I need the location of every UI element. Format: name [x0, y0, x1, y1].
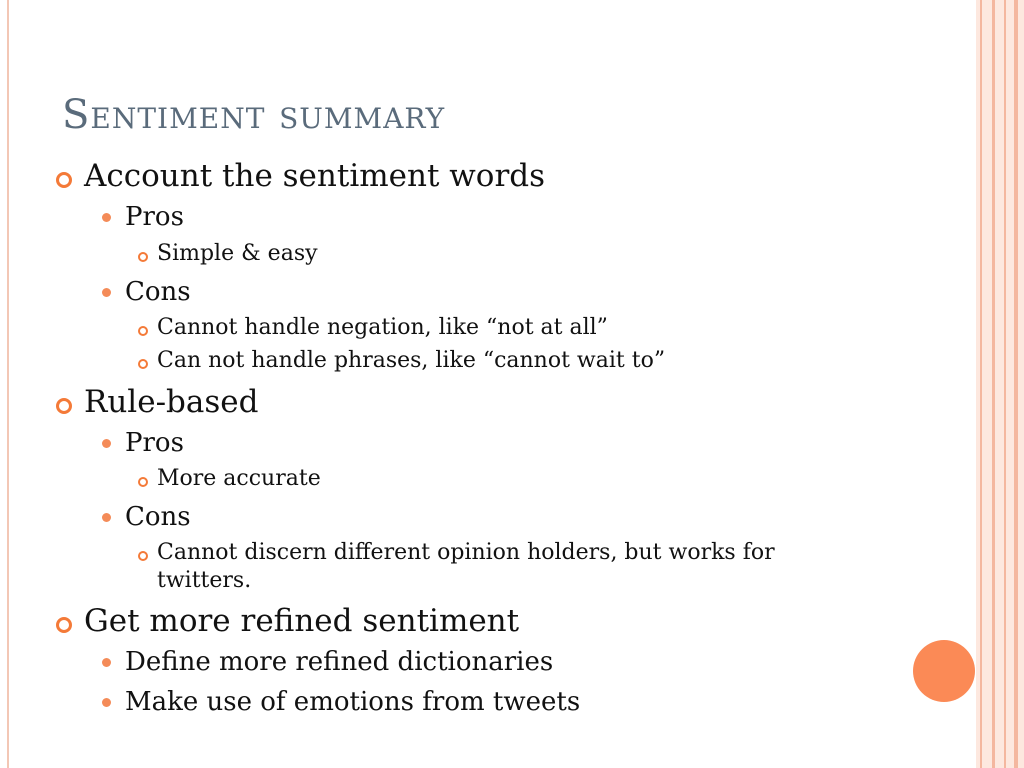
bullet-item: Cannot discern different opinion holders, but works for [157, 540, 775, 565]
bullet-item: Define more refined dictionaries [125, 647, 554, 677]
hollow-circle-icon [138, 252, 148, 262]
filled-dot-icon [102, 213, 111, 222]
slide-title: Sentiment summary [62, 92, 446, 138]
bullet-item: Get more refined sentiment [84, 603, 520, 639]
bullet-item: More accurate [157, 466, 321, 491]
hollow-circle-icon [56, 617, 72, 633]
bullet-item: Pros [125, 202, 184, 232]
hollow-circle-icon [56, 398, 72, 414]
frame-stripe [980, 0, 982, 768]
frame-stripe [1014, 0, 1018, 768]
filled-dot-icon [102, 698, 111, 707]
bullet-item: Make use of emotions from tweets [125, 687, 581, 717]
hollow-circle-icon [138, 326, 148, 336]
hollow-circle-icon [56, 172, 72, 188]
bullet-item: Cons [125, 502, 191, 532]
decorative-circle [913, 640, 975, 702]
bullet-item: Rule-based [84, 384, 259, 420]
hollow-circle-icon [138, 551, 148, 561]
bullet-item-continuation: twitters. [157, 568, 252, 593]
frame-stripe [992, 0, 995, 768]
filled-dot-icon [102, 658, 111, 667]
bullet-item: Cannot handle negation, like “not at all” [157, 315, 608, 340]
bullet-item: Pros [125, 428, 184, 458]
frame-stripe [1004, 0, 1006, 768]
bullet-item: Can not handle phrases, like “cannot wait to” [157, 348, 666, 373]
bullet-item: Simple & easy [157, 241, 318, 266]
hollow-circle-icon [138, 359, 148, 369]
bullet-item: Cons [125, 277, 191, 307]
filled-dot-icon [102, 439, 111, 448]
filled-dot-icon [102, 288, 111, 297]
filled-dot-icon [102, 513, 111, 522]
hollow-circle-icon [138, 477, 148, 487]
frame-left-line [7, 0, 9, 768]
bullet-item: Account the sentiment words [84, 158, 546, 194]
